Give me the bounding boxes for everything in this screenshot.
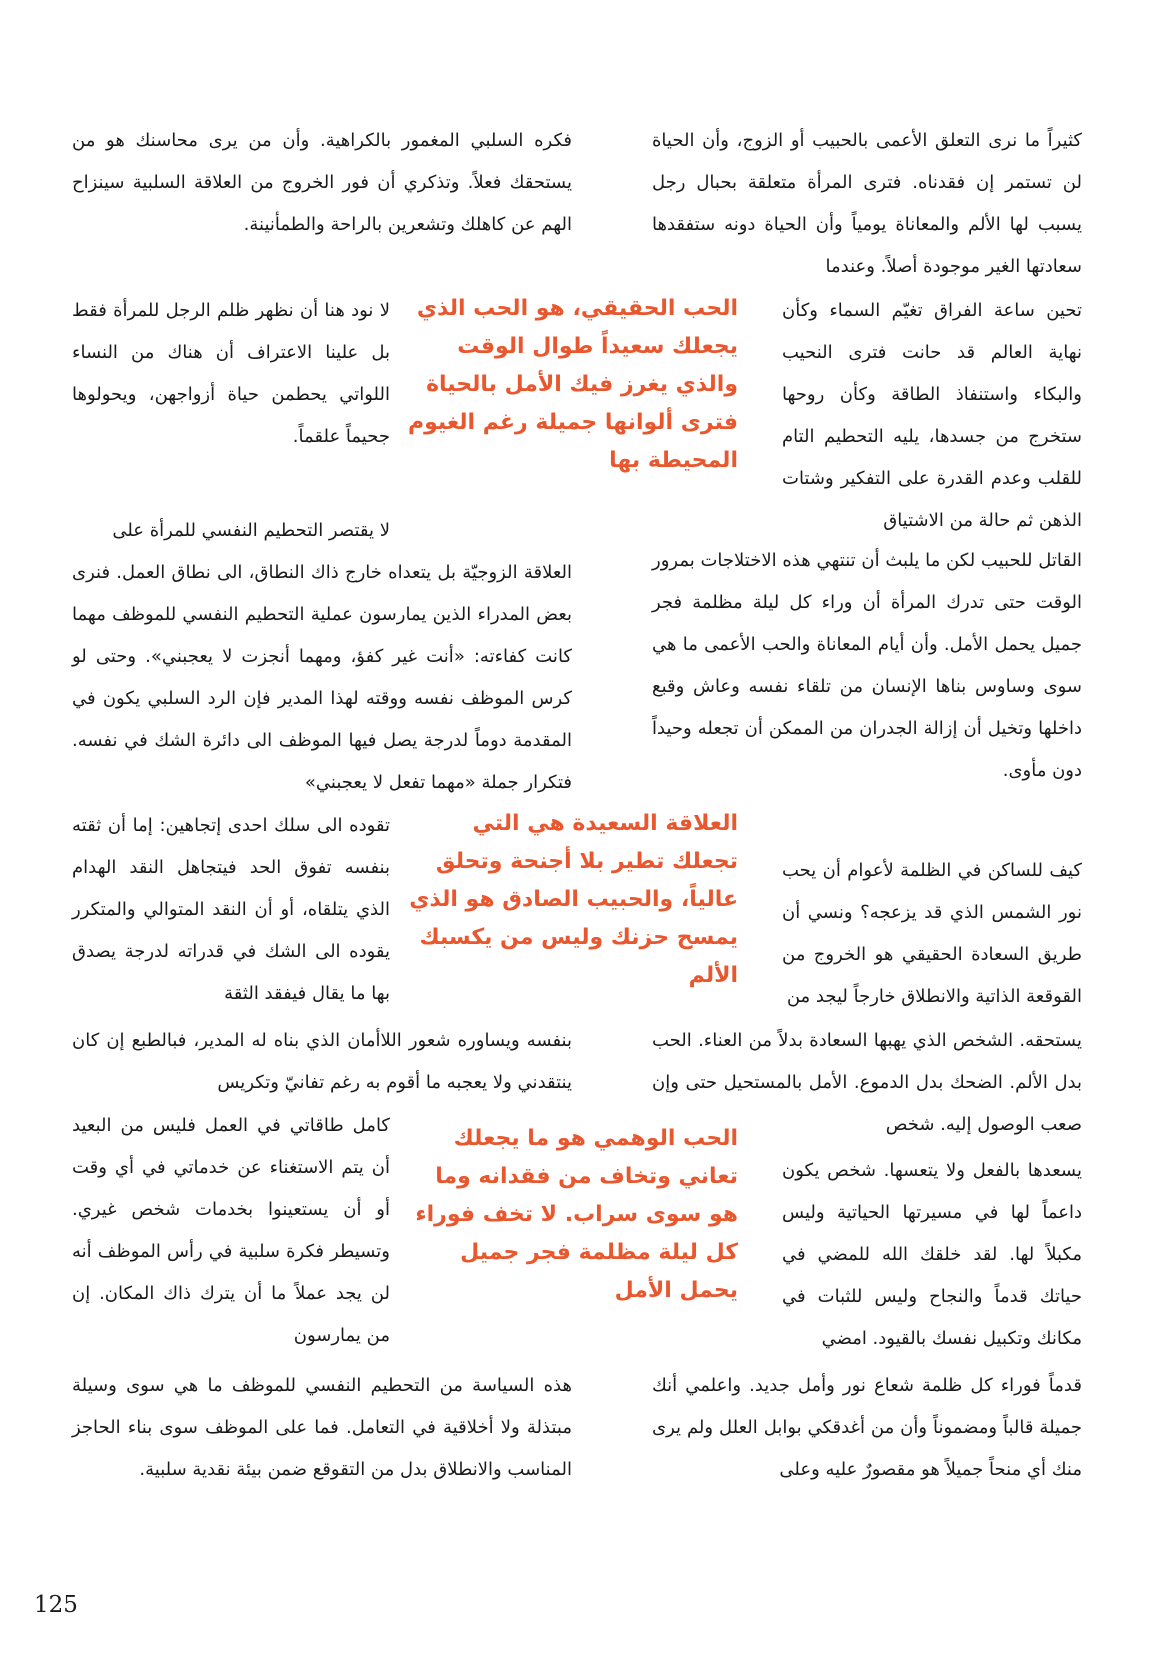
right-column-paragraph-3: القاتل للحبيب لكن ما يلبث أن تنتهي هذه الاختلاجات بمرور الوقت حتى تدرك المرأة أن وراء كل ليلة مظلمة فجر جميل يحمل الأمل. وأن أيام المعاناة والحب الأعمى ما هي سوى وساوس بناها الإنسان من تلقاء نفسه وعاش وقبع داخلها وتخيل أن إزالة الجدران من الممكن أن تجعله وحيداً دون مأوى. bbox=[652, 550, 1082, 781]
right-column-paragraph-1: كثيراً ما نرى التعلق الأعمى بالحبيب أو الزوج، وأن الحياة لن تستمر إن فقدناه. فترى المرأة متعلقة بحبال رجل يسبب لها الألم والمعاناة يومياً وأن الحياة دونه ستفقدها سعادتها الغير موجودة أصلاً. وعندما bbox=[652, 130, 1082, 277]
left-column-paragraph-5: تقوده الى سلك احدى إتجاهين: إما أن ثقته بنفسه تفوق الحد فيتجاهل النقد الهدام الذي يتلقاه، أو أن النقد المتوالي والمتكرر يقوده الى الشك في قدراته لدرجة يصدق بها ما يقال فيفقد الثقة bbox=[72, 815, 390, 1004]
right-column-paragraph-6: يسعدها بالفعل ولا يتعسها. شخص يكون داعماً لها في مسيرتها الحياتية وليس مكبلاً لها. لقد خلقك الله للمضي في حياتك قدماً والنجاح وليس للثبات في مكانك وتكبيل نفسك بالقيود. امضي bbox=[782, 1160, 1082, 1349]
right-column-paragraph-5: يستحقه. الشخص الذي يهبها السعادة بدلاً من العناء. الحب بدل الألم. الضحك بدل الدموع. الأمل بالمستحيل حتى وإن صعب الوصول إليه. شخص bbox=[652, 1030, 1082, 1135]
left-column-paragraph-3: لا يقتصر التحطيم النفسي للمرأة على bbox=[112, 520, 390, 541]
right-column-paragraph-7: قدماً فوراء كل ظلمة شعاع نور وأمل جديد. واعلمي أنك جميلة قالباً ومضموناً وأن من أغدقكي بوابل العلل ولم يرى منك أي منحاً جميلاً هو مقصورٌ عليه وعلى bbox=[652, 1375, 1082, 1480]
left-column-paragraph-4: العلاقة الزوجيّة بل يتعداه خارج ذاك النطاق، الى نطاق العمل. فنرى بعض المدراء الذين يمارسون عملية التحطيم النفسي للموظف مهما كانت كفاءته: «أنت غير كفؤ، ومهما أنجزت لا يعجبني». وحتى لو كرس الموظف نفسه ووقته لهذا المدير فإن الرد السلبي يكون في المقدمة دوماً لدرجة يصل فيها الموظف الى دائرة الشك في نفسه. فتكرار جملة «مهما تفعل لا يعجبني» bbox=[72, 562, 572, 793]
left-column-paragraph-7: كامل طاقاتي في العمل فليس من البعيد أن يتم الاستغناء عن خدماتي في أي وقت أو أن يستعينوا بخدمات شخص غيري. وتسيطر فكرة سلبية في رأس الموظف أنه لن يجد عملاً ما أن يترك ذاك المكان. إن من يمارسون bbox=[72, 1115, 390, 1346]
right-column-paragraph-2: تحين ساعة الفراق تغيّم السماء وكأن نهاية العالم قد حانت فترى النحيب والبكاء واستنفاذ الطاقة وكأن روحها ستخرج من جسدها، يليه التحطيم التام للقلب وعدم القدرة على التفكير وشتات الذهن ثم حالة من الاشتياق bbox=[782, 300, 1082, 531]
left-column-paragraph-6: بنفسه ويساوره شعور اللاأمان الذي بناه له المدير، فبالطبع إن كان ينتقدني ولا يعجبه ما أقوم به رغم تفانيّ وتكريس bbox=[72, 1030, 572, 1093]
pull-quote-3: الحب الوهمي هو ما يجعلك تعاني وتخاف من فقدانه وما هو سوى سراب. لا تخف فوراء كل ليلة مظلمة فجر جميل يحمل الأمل bbox=[415, 1126, 738, 1303]
pull-quote-2: العلاقة السعيدة هي التي تجعلك تطير بلا أجنحة وتحلق عالياً، والحبيب الصادق هو الذي يمسح حزنك وليس من يكسبك الألم bbox=[409, 811, 738, 988]
left-column-paragraph-1: فكره السلبي المغمور بالكراهية. وأن من يرى محاسنك هو من يستحقك فعلاً. وتذكري أن فور الخروج من العلاقة السلبية سينزاح الهم عن كاهلك وتشعرين بالراحة والطمأنينة. bbox=[72, 130, 572, 235]
right-column-paragraph-4: كيف للساكن في الظلمة لأعوام أن يحب نور الشمس الذي قد يزعجه؟ ونسي أن طريق السعادة الحقيقي هو الخروج من القوقعة الذاتية والانطلاق خارجاً ليجد من bbox=[782, 860, 1082, 1007]
page-number: 125 bbox=[34, 1592, 78, 1618]
pull-quote-1: الحب الحقيقي، هو الحب الذي يجعلك سعيداً طوال الوقت والذي يغرز فيك الأمل بالحياة فترى ألوانها جميلة رغم الغيوم المحيطة بها bbox=[407, 296, 738, 473]
left-column-paragraph-2: لا نود هنا أن نظهر ظلم الرجل للمرأة فقط بل علينا الاعتراف أن هناك من النساء اللواتي يحطمن حياة أزواجهن، ويحولوها جحيماً علقماً. bbox=[72, 300, 390, 447]
left-column-paragraph-8: هذه السياسة من التحطيم النفسي للموظف ما هي سوى وسيلة مبتذلة ولا أخلاقية في التعامل. فما على الموظف سوى بناء الحاجز المناسب والانطلاق بدل من التقوقع ضمن بيئة نقدية سلبية. bbox=[72, 1375, 572, 1480]
